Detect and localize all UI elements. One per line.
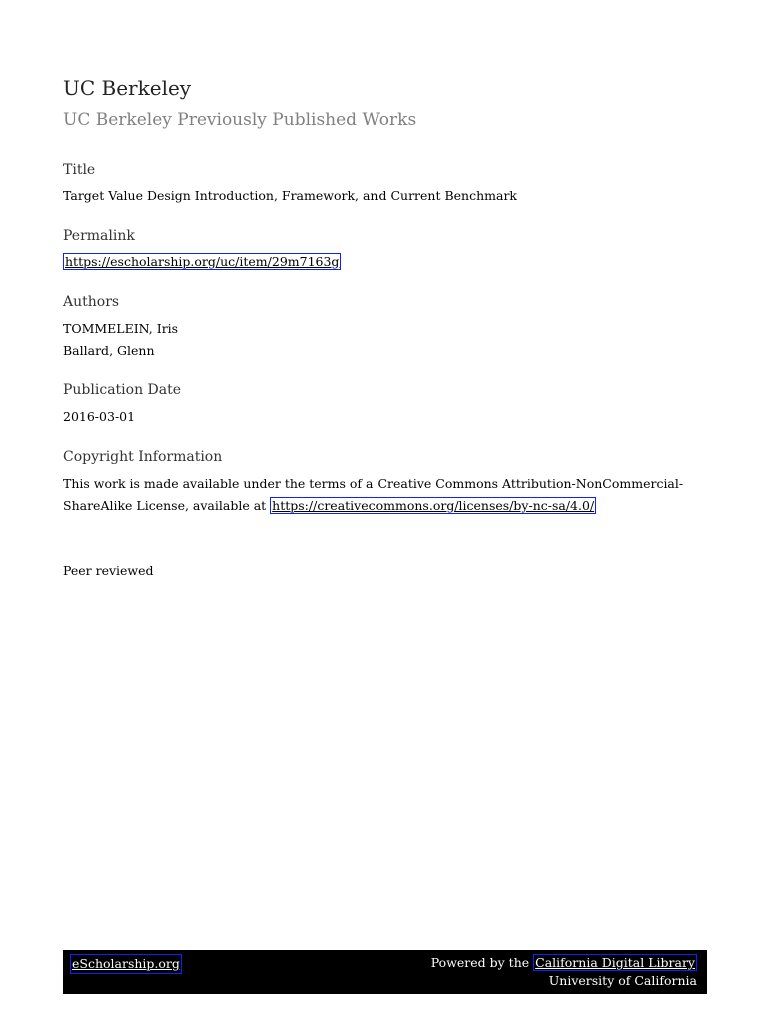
title-label: Title [63,162,96,178]
copyright-statement: This work is made available under the terms of a Creative Commons Attribution-NonCommercial-ShareAlike License, available at [63,476,684,513]
peer-reviewed-note: Peer reviewed [63,563,154,578]
cdl-link[interactable]: California Digital Library [535,955,695,970]
publication-date-label: Publication Date [63,382,182,398]
university-text: University of California [548,973,697,988]
permalink-link[interactable]: https://escholarship.org/uc/item/29m7163g [65,254,340,269]
footer-credits [431,954,697,990]
authors-label: Authors [63,294,120,310]
author-item: Ballard, Glenn [63,343,155,358]
copyright-label: Copyright Information [63,449,223,465]
copyright-text [63,473,707,517]
escholarship-link[interactable]: eScholarship.org [70,954,182,974]
powered-by-text: Powered by the [430,955,530,970]
powered-by-line [431,954,697,972]
permalink-label: Permalink [63,228,135,244]
permalink-row [63,251,341,273]
title-value: Target Value Design Introduction, Framework, and Current Benchmark [63,188,518,203]
author-item: TOMMELEIN, Iris [63,321,179,336]
publication-date-value: 2016-03-01 [63,409,136,424]
footer-bar [63,950,707,994]
institution-heading: UC Berkeley [63,76,192,100]
series-subheading: UC Berkeley Previously Published Works [63,110,417,130]
license-link[interactable]: https://creativecommons.org/licenses/by-nc-sa/4.0/ [272,498,595,513]
